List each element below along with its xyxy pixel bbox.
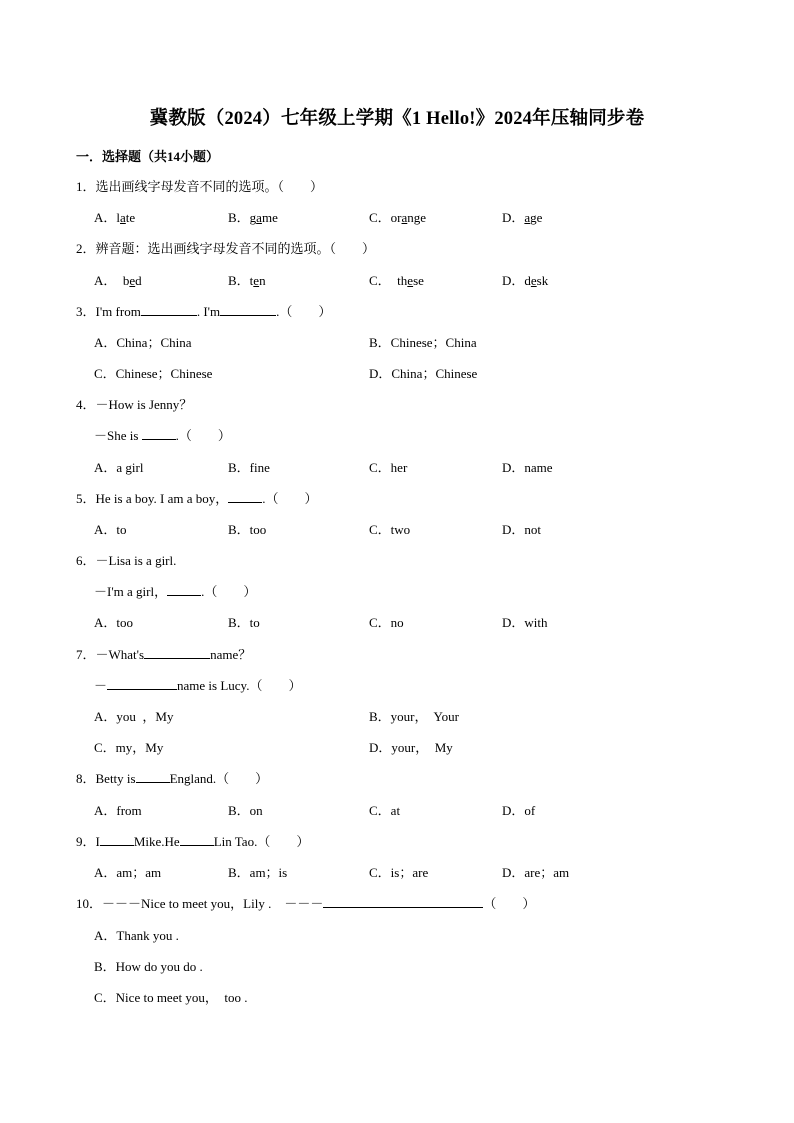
q4-option-b: B．fine [228,460,270,475]
q10-option-b: B．How do you do . [94,959,203,974]
q9-option-d: D．are；am [502,865,570,880]
q4-stem: 4．－How is Jenny？ [76,397,193,412]
q10-option-a: A．Thank you . [94,928,179,943]
q2-option-b: B．ten [228,273,266,288]
q10-option-c: C．Nice to meet you， too . [94,990,248,1005]
q1-stem: 1．选出画线字母发音不同的选项。（ ） [76,179,324,194]
q2-option-d: D．desk [502,273,549,288]
q7-option-a: A．you ，My [94,709,174,724]
q8-option-b: B．on [228,803,263,818]
q8-option-d: D．of [502,803,536,818]
q5-option-d: D．not [502,522,542,537]
q1-option-a: A．late [94,210,136,225]
q3-stem: 3．I'm from . I'm .（ ） [76,304,332,319]
q3-option-b: B．Chinese；China [369,335,477,350]
q5-stem: 5．He is a boy. I am a boy， .（ ） [76,491,318,506]
q3-option-c: C．Chinese；Chinese [94,366,213,381]
q10-stem: 10．－－－Nice to meet you，Lily . －－－ （ ） [76,896,536,911]
q4-stem-reply: －She is .（ ） [94,428,231,443]
q9-stem: 9．I Mike.He Lin Tao.（ ） [76,834,310,849]
q9-option-c: C．is；are [369,865,429,880]
q2-option-a: A． bed [94,273,142,288]
q7-option-b: B．your， Your [369,709,459,724]
q6-option-d: D．with [502,615,548,630]
section-heading: 一．选择题（共14小题） [76,149,220,164]
q1-option-b: B．game [228,210,278,225]
q6-option-c: C．no [369,615,404,630]
q7-stem: 7．－What's name？ [76,647,252,662]
q6-stem-reply: －I'm a girl， .（ ） [94,584,257,599]
q7-stem-reply: － name is Lucy.（ ） [94,678,302,693]
q4-option-c: C．her [369,460,408,475]
q5-option-b: B．too [228,522,267,537]
q5-option-c: C．two [369,522,411,537]
q7-option-c: C．my，My [94,740,164,755]
q5-option-a: A．to [94,522,127,537]
q8-stem: 8．Betty is England.（ ） [76,771,269,786]
q3-option-d: D．China；Chinese [369,366,478,381]
q2-stem: 2．辨音题：选出画线字母发音不同的选项。（ ） [76,241,376,256]
q3-option-a: A．China；China [94,335,192,350]
q8-option-c: C．at [369,803,401,818]
q2-option-c: C． these [369,273,424,288]
page-title: 冀教版（2024）七年级上学期《1 Hello!》2024年压轴同步卷 [149,109,645,129]
q6-option-b: B．to [228,615,260,630]
q1-option-c: C．orange [369,210,427,225]
q6-option-a: A．too [94,615,134,630]
q4-option-d: D．name [502,460,553,475]
q9-option-a: A．am；am [94,865,162,880]
q9-option-b: B．am；is [228,865,288,880]
q7-option-d: D．your， My [369,740,453,755]
q6-stem: 6．－Lisa is a girl. [76,553,177,568]
q8-option-a: A．from [94,803,142,818]
q1-option-d: D．age [502,210,543,225]
q4-option-a: A．a girl [94,460,144,475]
